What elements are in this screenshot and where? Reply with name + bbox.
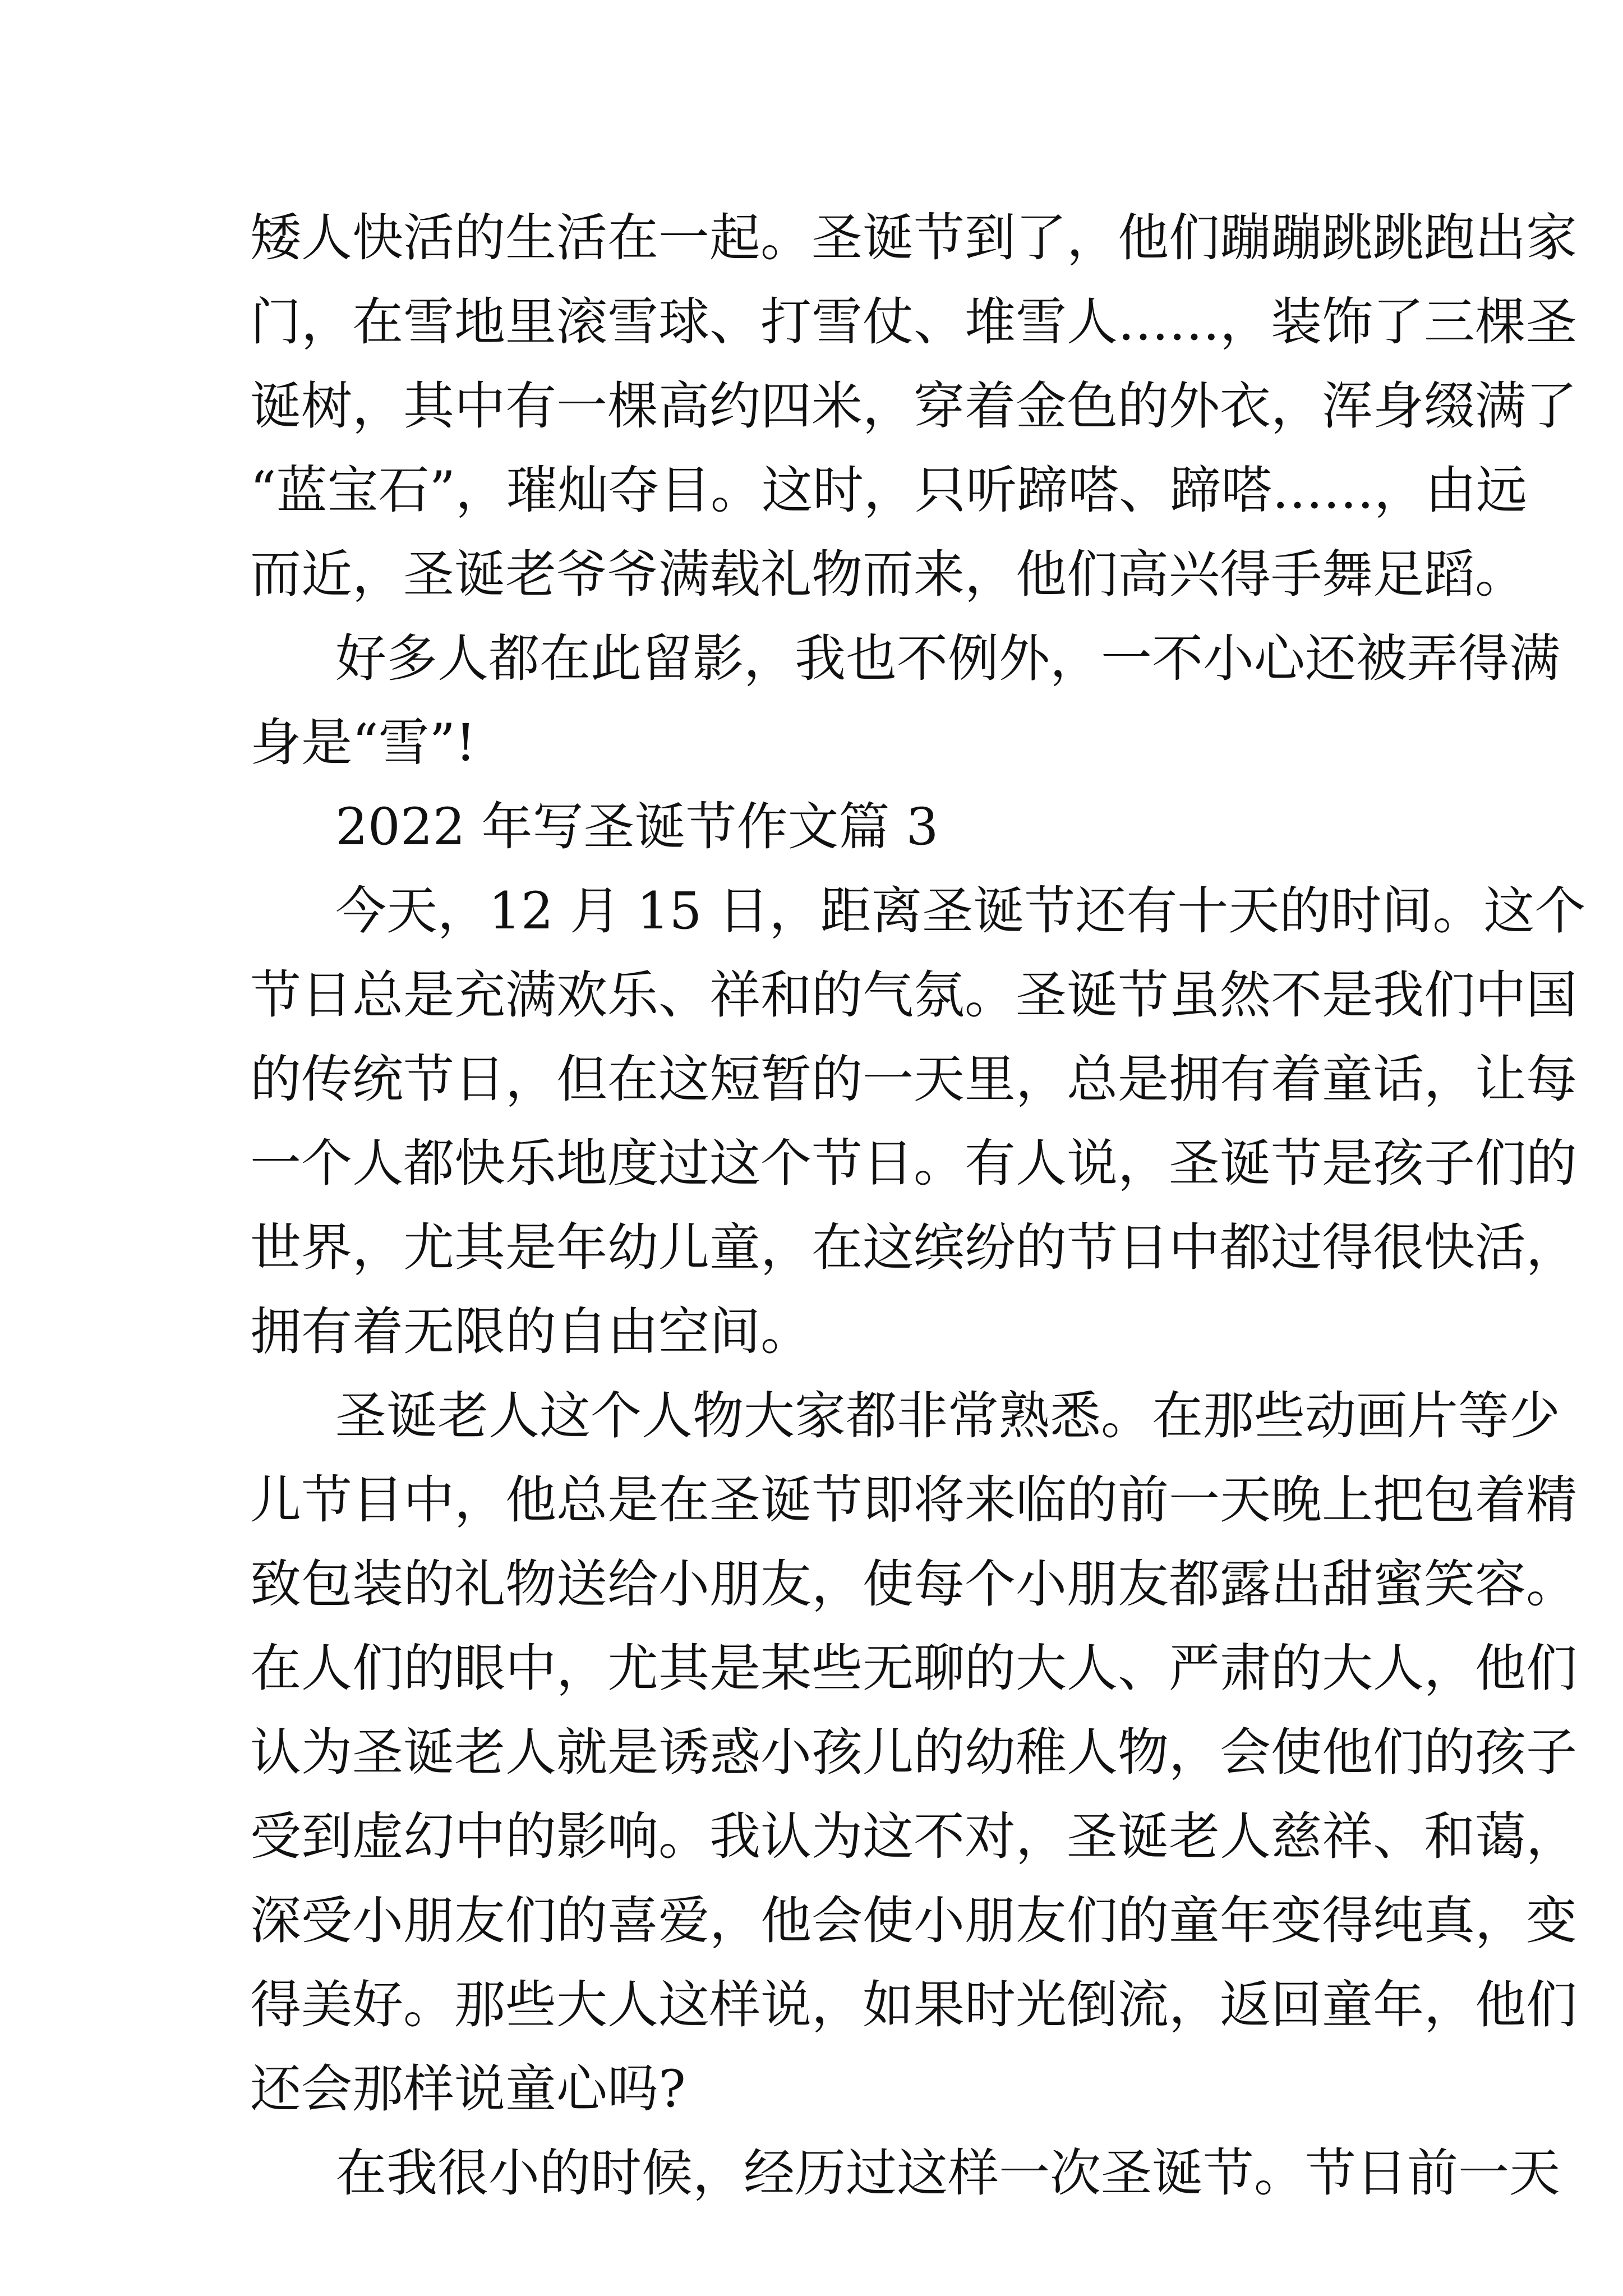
text-line: 身是“雪”!: [250, 714, 476, 772]
text-line: 拥有着无限的自由空间。: [250, 1303, 812, 1361]
text-line: “蓝宝石”，璀灿夺目。这时，只听蹄嗒、蹄嗒……，由远: [250, 461, 1528, 520]
text-line: 在我很小的时候，经历过这样一次圣诞节。节日前一天: [335, 2144, 1561, 2203]
text-line: 诞树，其中有一棵高约四米，穿着金色的外衣，浑身缀满了: [250, 377, 1578, 436]
text-line: 好多人都在此留影，我也不例外，一不小心还被弄得满: [335, 629, 1561, 688]
paragraph-2: [250, 617, 1561, 785]
paragraph-1: [250, 196, 1578, 617]
text-line: 门，在雪地里滚雪球、打雪仗、堆雪人……，装饰了三棵圣: [250, 293, 1578, 352]
text-line: 而近，圣诞老爷爷满载礼物而来，他们高兴得手舞足蹈。: [250, 545, 1527, 604]
paragraph-4: [250, 1374, 1578, 2132]
section-heading: [250, 785, 1394, 869]
article-body: [250, 196, 1586, 2216]
section-title: 2022 年写圣诞节作文篇 3: [335, 798, 939, 857]
text-line: 致包装的礼物送给小朋友，使每个小朋友都露出甜蜜笑容。: [250, 1555, 1578, 1614]
text-line: 今天，12 月 15 日，距离圣诞节还有十天的时间。这个: [335, 882, 1586, 941]
text-line: 矮人快活的生活在一起。圣诞节到了，他们蹦蹦跳跳跑出家: [250, 209, 1578, 268]
text-line: 得美好。那些大人这样说，如果时光倒流，返回童年，他们: [250, 1976, 1578, 2035]
text-line: 圣诞老人这个人物大家都非常熟悉。在那些动画片等少: [335, 1387, 1561, 1446]
text-line: 认为圣诞老人就是诱惑小孩儿的幼稚人物，会使他们的孩子: [250, 1723, 1578, 1782]
text-line: 世界，尤其是年幼儿童，在这缤纷的节日中都过得很快活，: [250, 1218, 1578, 1277]
text-line: 的传统节日，但在这短暂的一天里，总是拥有着童话，让每: [250, 1050, 1578, 1109]
text-line: 节日总是充满欢乐、祥和的气氛。圣诞节虽然不是我们中国: [250, 966, 1578, 1025]
paragraph-3: [250, 869, 1586, 1374]
text-line: 在人们的眼中，尤其是某些无聊的大人、严肃的大人，他们: [250, 1639, 1578, 1698]
text-line: 一个人都快乐地度过这个节日。有人说，圣诞节是孩子们的: [250, 1134, 1578, 1193]
text-line: 受到虚幻中的影响。我认为这不对，圣诞老人慈祥、和蔼，: [250, 1807, 1578, 1866]
paragraph-5: [250, 2132, 1561, 2216]
text-line: 还会那样说童心吗?: [250, 2060, 686, 2119]
text-line: 深受小朋友们的喜爱，他会使小朋友们的童年变得纯真，变: [250, 1892, 1578, 1950]
text-line: 儿节目中，他总是在圣诞节即将来临的前一天晚上把包着精: [250, 1471, 1578, 1530]
